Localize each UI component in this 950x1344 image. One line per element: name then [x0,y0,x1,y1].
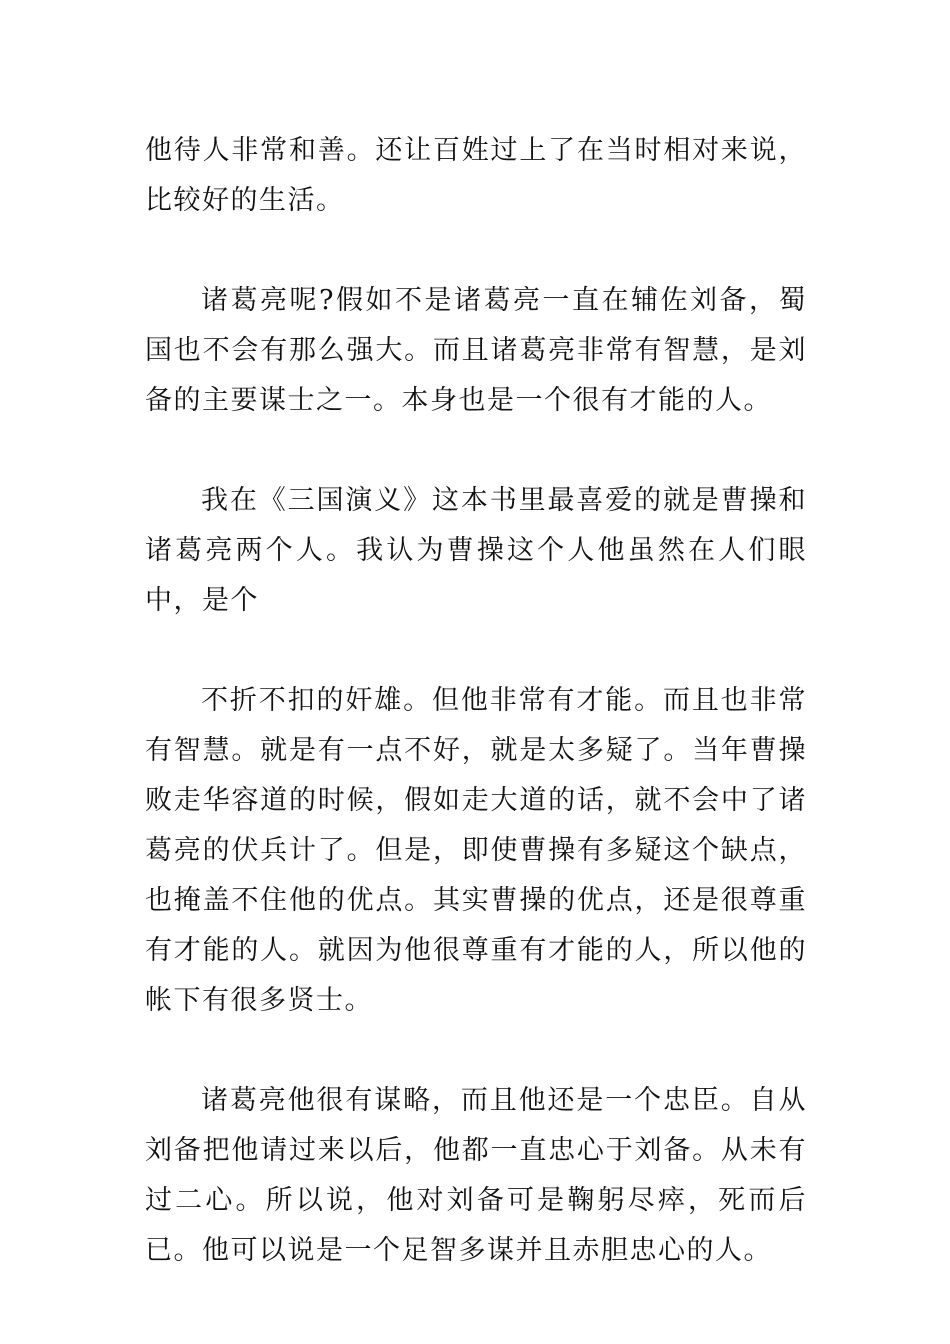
paragraph-4: 不折不扣的奸雄。但他非常有才能。而且也非常有智慧。就是有一点不好，就是太多疑了。当年曹操败走华容道的时候，假如走大道的话，就不会中了诸葛亮的伏兵计了。但是，即使曹操有多疑这个缺点，也掩盖不住他的优点。其实曹操的优点，还是很尊重有才能的人。就因为他很尊重有才能的人，所以他的帐下有很多贤士。 [145,685,807,1016]
paragraph-gap [145,226,807,276]
paragraph-5: 诸葛亮他很有谋略，而且他还是一个忠臣。自从刘备把他请过来以后，他都一直忠心于刘备。从未有过二心。所以说，他对刘备可是鞠躬尽瘁，死而后已。他可以说是一个足智多谋并且赤胆忠心的人。 [145,1085,807,1266]
paragraph-2: 诸葛亮呢?假如不是诸葛亮一直在辅佐刘备，蜀国也不会有那么强大。而且诸葛亮非常有智慧，是刘备的主要谋士之一。本身也是一个很有才能的人。 [145,285,807,416]
paragraph-3: 我在《三国演义》这本书里最喜爱的就是曹操和诸葛亮两个人。我认为曹操这个人他虽然在人们眼中，是个 [145,485,807,616]
paragraph-gap [145,1026,807,1076]
paragraph-1: 他待人非常和善。还让百姓过上了在当时相对来说，比较好的生活。 [145,135,807,216]
paragraph-gap [145,426,807,476]
document-body [145,126,807,1276]
paragraph-gap [145,626,807,676]
